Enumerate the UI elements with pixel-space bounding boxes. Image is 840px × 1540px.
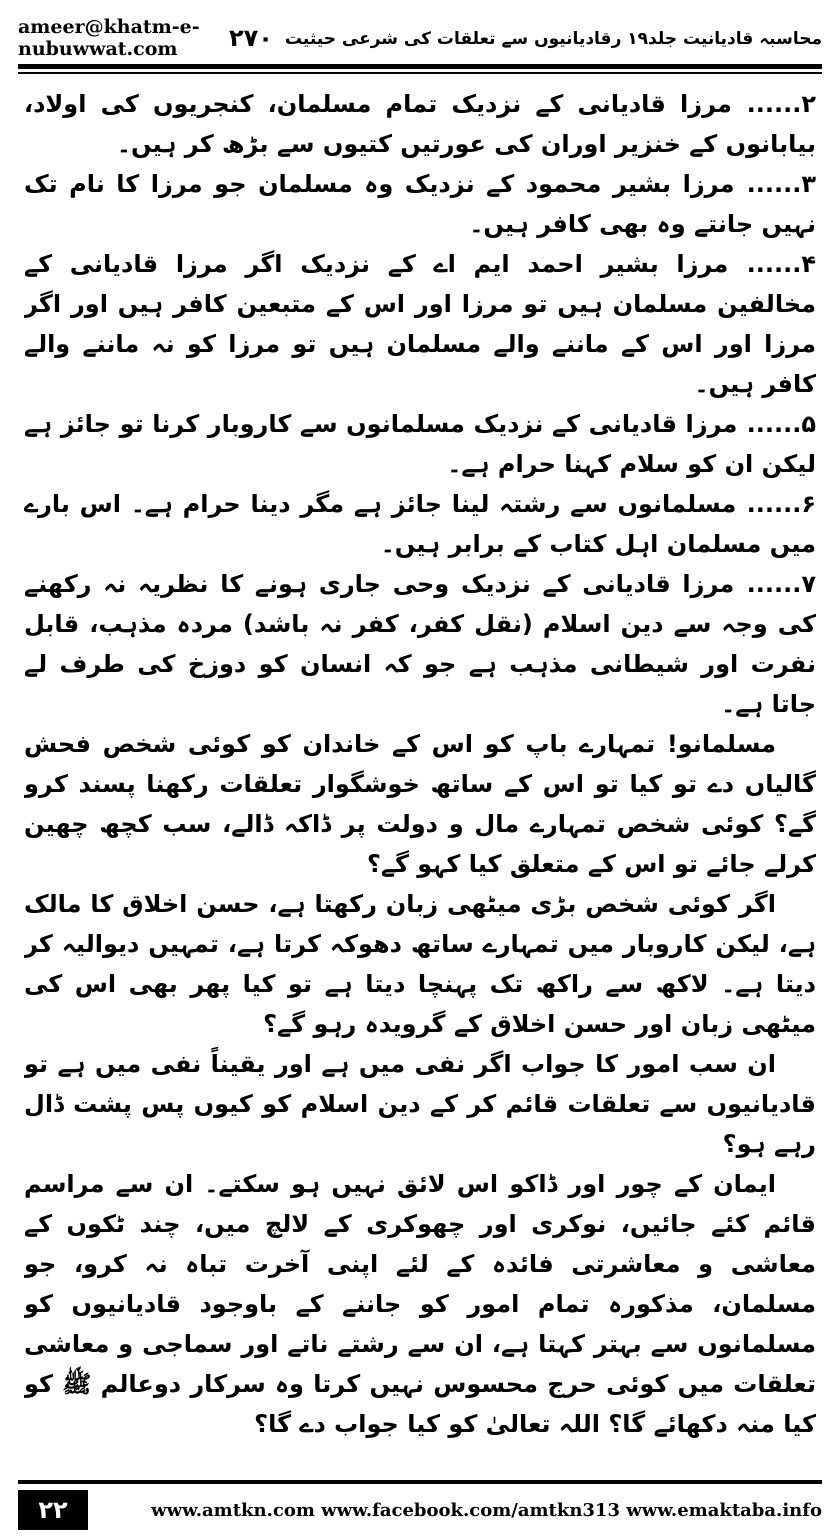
paragraph: ان سب امور کا جواب اگر نفی میں ہے اور یقیناً نفی میں ہے تو قادیانیوں سے تعلقات قائم کر کے دین اسلام کو کیوں پس پشت ڈال رہے ہو؟	[24, 1050, 816, 1158]
item-text: مرزا قادیانی کے نزدیک تمام مسلمان، کنجریوں کی اولاد، بیابانوں کے خنزیر اوران کی عورتیں کتیوں سے بڑھ کر ہیں۔	[24, 90, 816, 158]
header-rule-thick	[18, 64, 822, 69]
item-number: ۶......	[746, 490, 816, 518]
list-item	[24, 564, 816, 724]
footer-page-tag: ۲۲	[18, 1490, 88, 1530]
item-text: مرزا قادیانی کے نزدیک وحی جاری ہونے کا نظریہ نہ رکھنے کی وجہ سے دین اسلام (نقل کفر، کفر نہ باشد) مردہ مذہب، قابل نفرت اور شیطانی مذہب ہے جو کہ انسان کو دوزخ کی طرف لے جاتا ہے۔	[24, 570, 816, 718]
item-number: ۳......	[746, 170, 816, 198]
item-number: ۴......	[746, 250, 816, 278]
page-body	[24, 84, 816, 1456]
footer-links[interactable]: www.amtkn.com www.facebook.com/amtkn313 www.emaktaba.info	[151, 1499, 822, 1521]
list-item	[24, 84, 816, 164]
list-item	[24, 164, 816, 244]
list-item	[24, 404, 816, 484]
item-text: مرزا قادیانی کے نزدیک مسلمانوں سے کاروبار کرنا تو جائز ہے لیکن ان کو سلام کہنا حرام ہے۔	[24, 410, 816, 478]
paragraph: ایمان کے چور اور ڈاکو اس لائق نہیں ہو سکتے۔ ان سے مراسم قائم کئے جائیں، نوکری اور چھوکری کے لالچ میں، چند ٹکوں کے معاشی و معاشرتی فائدہ کے لئے اپنی آخرت تباہ نہ کرو، جو مسلمان، مذکورہ تمام امور کو جاننے کے باوجود قادیانیوں کو مسلمانوں سے بہتر کہتا ہے، ان سے رشتے ناتے اور سماجی و معاشی تعلقات میں کوئی حرج محسوس نہیں کرتا وہ سرکار دوعالم ﷺ کو کیا منہ دکھائے گا؟ اللہ تعالیٰ کو کیا جواب دے گا؟	[24, 1170, 816, 1438]
book-title: محاسبہ قادیانیت جلد۱۹ رقادیانیوں سے تعلقات کی شرعی حیثیت	[284, 28, 822, 49]
header-rule-thin	[18, 72, 822, 74]
page-header	[18, 18, 822, 58]
page-footer	[18, 1480, 822, 1532]
header-email[interactable]: ameer@khatm-e-nubuwwat.com	[18, 16, 200, 60]
item-number: ۷......	[746, 570, 816, 598]
item-text: مرزا بشیر محمود کے نزدیک وہ مسلمان جو مرزا کا نام تک نہیں جانتے وہ بھی کافر ہیں۔	[24, 170, 816, 238]
item-text: مسلمانوں سے رشتہ لینا جائز ہے مگر دینا حرام ہے۔ اس بارے میں مسلمان اہل کتاب کے برابر ہیں۔	[24, 490, 816, 558]
list-item	[24, 484, 816, 564]
paragraph: مسلمانو! تمہارے باپ کو اس کے خاندان کو کوئی شخص فحش گالیاں دے تو کیا تو اس کے ساتھ خوشگوار تعلقات رکھنا پسند کرو گے؟ کوئی شخص تمہارے مال و دولت پر ڈاکہ ڈالے، سب کچھ چھین کرلے جائے تو اس کے متعلق کیا کہو گے؟	[24, 730, 816, 878]
header-right	[229, 24, 822, 52]
paragraph: اگر کوئی شخص بڑی میٹھی زبان رکھتا ہے، حسن اخلاق کا مالک ہے، لیکن کاروبار میں تمہارے ساتھ دھوکہ کرتا ہے، تمہیں دیوالیہ کر دیتا ہے۔ لاکھ سے راکھ تک پہنچا دیتا ہے تو کیا پھر بھی اس کی میٹھی زبان اور حسن اخلاق کے گرویدہ رہو گے؟	[24, 890, 816, 1038]
item-number: ۵......	[746, 410, 816, 438]
page-number: ۲۷۰	[228, 24, 273, 52]
footer-rule	[18, 1480, 822, 1484]
list-item	[24, 244, 816, 404]
item-text: مرزا بشیر احمد ایم اے کے نزدیک اگر مرزا قادیانی کے مخالفین مسلمان ہیں تو مرزا اور اس کے متبعین کافر ہیں اور اگر مرزا اور اس کے ماننے والے مسلمان ہیں تو مرزا کو نہ ماننے والے کافر ہیں۔	[24, 250, 816, 398]
item-number: ۲......	[746, 90, 816, 118]
